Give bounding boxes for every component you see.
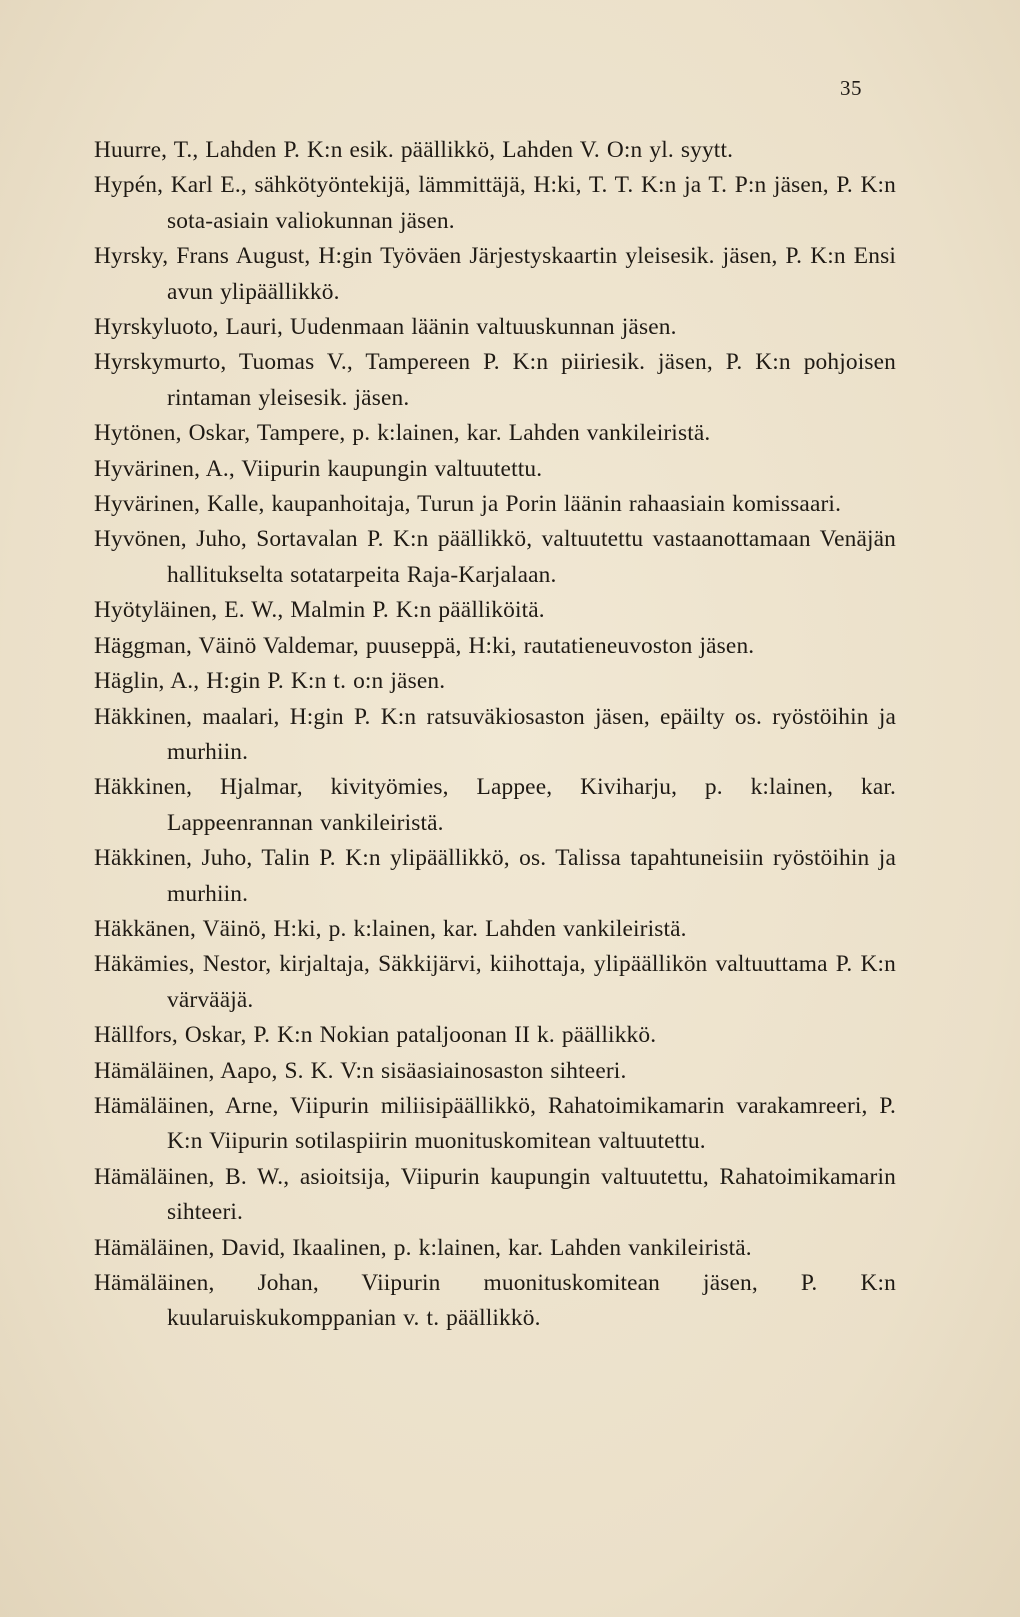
entry-hytonen: Hytönen, Oskar, Tampere, p. k:lainen, kar. Lahden vankileiristä. [94, 420, 711, 447]
entry-hypen: Hypén, Karl E., sähkötyöntekijä, lämmittäjä, H:ki, T. T. K:n ja T. P:n jäsen, P. K:n sota-asiain valiokunnan jäsen. [94, 172, 896, 234]
entry-hyotylainen: Hyötyläinen, E. W., Malmin P. K:n päälliköitä. [94, 597, 545, 624]
entry-hakkanen: Häkkänen, Väinö, H:ki, p. k:lainen, kar. Lahden vankileiristä. [94, 915, 687, 942]
entry-hyvarinen-a: Hyvärinen, A., Viipurin kaupungin valtuutettu. [94, 455, 543, 482]
entry-hamalainen-arne: Hämäläinen, Arne, Viipurin miliisipäällikkö, Rahatoimikamarin varakamreeri, P. K:n Viipurin sotilaspiirin muonituskomitean valtuutettu. [94, 1092, 896, 1155]
entry-hamalainen-aapo: Hämäläinen, Aapo, S. K. V:n sisäasiainosaston sihteeri. [94, 1057, 627, 1084]
entry-hamalainen-david: Hämäläinen, David, Ikaalinen, p. k:lainen, kar. Lahden vankileiristä. [94, 1234, 752, 1261]
entry-hamalainen-b-w: Hämäläinen, B. W., asioitsija, Viipurin kaupungin valtuutettu, Rahatoimikamarin sihteeri. [94, 1163, 896, 1226]
entry-hyrskyluoto: Hyrskyluoto, Lauri, Uudenmaan läänin valtuuskunnan jäsen. [94, 314, 677, 341]
entry-hakkinen-juho: Häkkinen, Juho, Talin P. K:n ylipäällikkö, os. Talissa tapahtuneisiin ryöstöihin ja murhiin. [94, 845, 896, 907]
page-number: 35 [840, 76, 862, 100]
entry-hallfors: Hällfors, Oskar, P. K:n Nokian pataljoonan II k. päällikkö. [94, 1022, 657, 1049]
entry-hakkinen-hjalmar: Häkkinen, Hjalmar, kivityömies, Lappee, Kiviharju, p. k:lainen, kar. Lappeenrannan vankileiristä. [94, 774, 896, 836]
entry-huurre: Huurre, T., Lahden P. K:n esik. päällikkö, Lahden V. O:n yl. syytt. [94, 137, 734, 163]
entry-hyrskymurto: Hyrskymurto, Tuomas V., Tampereen P. K:n piiriesik. jäsen, P. K:n pohjoisen rintaman yleisesik. jäsen. [94, 349, 896, 411]
entry-hyrsky: Hyrsky, Frans August, H:gin Työväen Järjestyskaartin yleisesik. jäsen, P. K:n Ensi avun ylipäällikkö. [94, 243, 896, 305]
entry-hakamies: Häkämies, Nestor, kirjaltaja, Säkkijärvi, kiihottaja, ylipäällikön valtuuttama P. K:n värvääjä. [94, 951, 896, 1013]
entry-hakkinen-maalari: Häkkinen, maalari, H:gin P. K:n ratsuväkiosaston jäsen, epäilty os. ryöstöihin ja murhiin. [94, 703, 896, 765]
entry-hyvonen: Hyvönen, Juho, Sortavalan P. K:n päällikkö, valtuutettu vastaanottamaan Venäjän hallitukselta sotatarpeita Raja-Karjalaan. [94, 526, 896, 588]
entry-list [94, 133, 896, 1337]
entry-haglin: Häglin, A., H:gin P. K:n t. o:n jäsen. [94, 668, 446, 695]
entry-hamalainen-johan: Hämäläinen, Johan, Viipurin muonituskomitean jäsen, P. K:n kuularuiskukomppanian v. t. päällikkö. [94, 1270, 896, 1332]
entry-hyvarinen-kalle: Hyvärinen, Kalle, kaupanhoitaja, Turun ja Porin läänin rahaasiain komissaari. [94, 491, 842, 518]
entry-haggman: Häggman, Väinö Valdemar, puuseppä, H:ki, rautatieneuvoston jäsen. [94, 632, 755, 659]
